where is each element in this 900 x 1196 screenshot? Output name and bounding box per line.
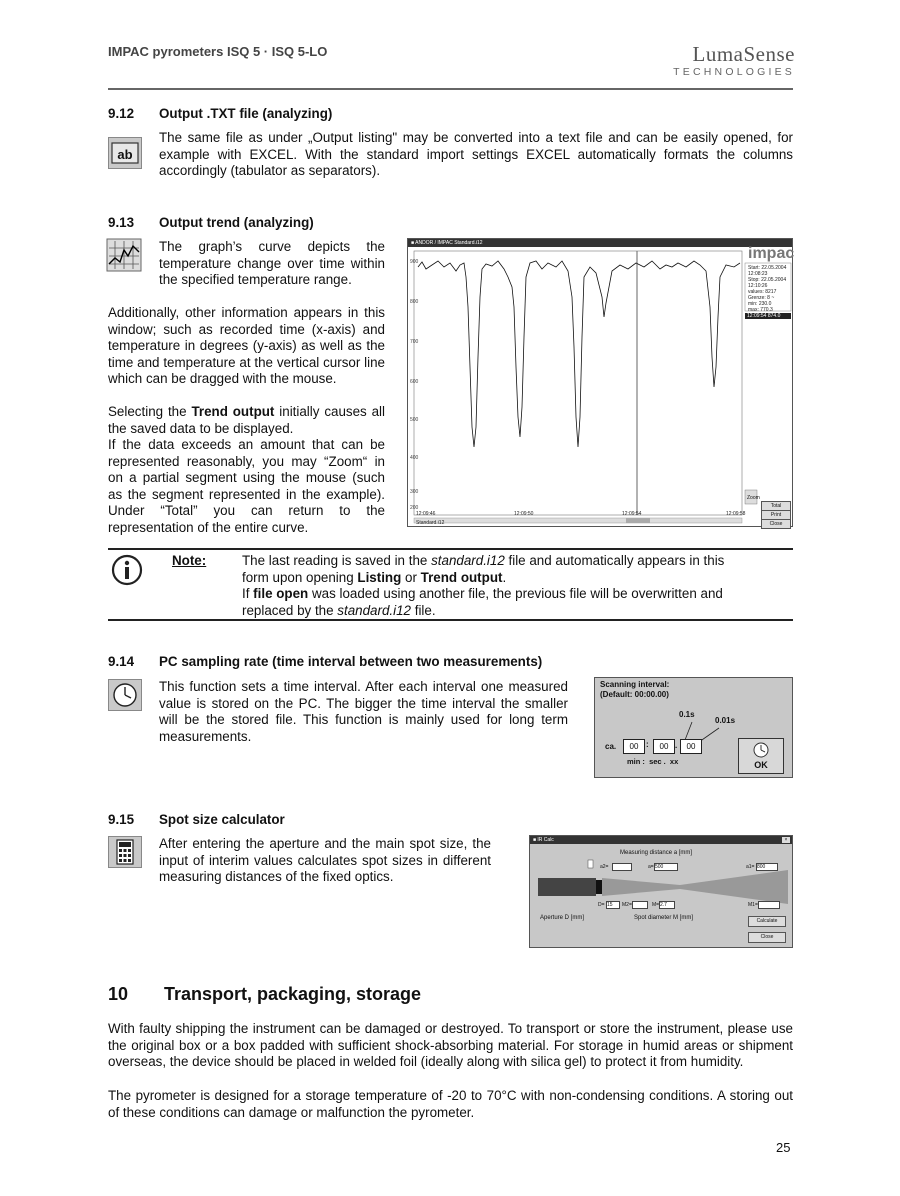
label-01s: 0.1s	[679, 710, 695, 719]
text-run-bold: Trend output	[420, 569, 503, 585]
text-run-italic: standard.i12	[431, 553, 505, 568]
section-number: 9.13	[108, 215, 135, 230]
a-input[interactable]: 500	[654, 863, 678, 871]
section-paragraph: If the data exceeds an amount that can be represented reasonably, you may “Zoom“ in on a partial segment using the mouse (such as the segment represented in the example). Under “Total” you can return to the representation of the entire curve.	[108, 437, 385, 535]
document-header-title: IMPAC pyrometers ISQ 5 · ISQ 5-LO	[108, 44, 328, 59]
a2-label: a2=	[600, 864, 609, 870]
separator: .	[675, 741, 678, 750]
text-run-bold: Listing	[357, 569, 402, 585]
ir-calc-window	[529, 835, 793, 948]
window-titlebar: ■ ANDOR / IMPAC Standard.i12	[408, 239, 792, 247]
scanning-interval-dialog	[594, 677, 793, 778]
info-value: 230.0	[758, 301, 772, 307]
a1-input[interactable]: 800	[756, 863, 778, 871]
clock-icon	[108, 679, 142, 711]
logo-wordmark: LumaSense	[692, 42, 795, 66]
close-button[interactable]: Close	[748, 932, 786, 943]
y-tick-label: 400	[410, 455, 419, 461]
chapter-number: 10	[108, 984, 129, 1004]
dialog-title: Scanning interval:	[600, 680, 670, 689]
y-tick-label: 500	[410, 417, 419, 423]
trend-plot	[408, 247, 794, 527]
chapter-paragraph: With faulty shipping the instrument can be damaged or destroyed. To transport or store the instrument, please use the original box or a box padded with sufficient shock-absorbing material. For storage in humid areas or shipment overseas, the device should be placed in welded foil (ideally along with silica gel) to protect it from humidity.	[108, 1021, 793, 1070]
info-icon	[110, 553, 144, 587]
text-run-bold: file open	[253, 586, 309, 602]
ca-label: ca.	[605, 742, 617, 751]
y-tick-label: 700	[410, 339, 419, 345]
spot-diameter-label: Spot diameter M [mm]	[634, 915, 694, 921]
text-file-icon	[108, 137, 142, 169]
label-001s: 0.01s	[715, 716, 736, 725]
d-label: D=	[598, 902, 605, 908]
info-label: min:	[748, 301, 758, 307]
info-row	[748, 277, 792, 289]
section-body: After entering the aperture and the main spot size, the input of interim values calculates spot sizes in different measuring distances of the fixed optics.	[159, 836, 491, 885]
m1-input[interactable]	[758, 901, 780, 909]
units-label: min : sec . xx	[627, 757, 679, 766]
seconds-input[interactable]: 00	[653, 739, 675, 754]
icon-text: ab	[117, 147, 133, 162]
section-title: Spot size calculator	[159, 812, 285, 827]
dialog-default: (Default: 00:00.00)	[600, 690, 669, 699]
trend-info-panel	[748, 265, 792, 313]
measuring-distance-label: Measuring distance a [mm]	[620, 850, 693, 856]
m1-label: M1=	[748, 902, 758, 908]
section-intro: The graph’s curve depicts the temperature change over time within the specified temperature range.	[159, 239, 385, 288]
section-body: This function sets a time interval. After each interval one measured value is stored on the PC. The bigger the time interval the smaller will be the stored file. This function is mainly used for long term measurements.	[159, 679, 568, 744]
trend-output-window	[407, 238, 793, 527]
info-row	[748, 265, 792, 277]
text-run: If	[242, 586, 254, 602]
y-tick-label: 900	[410, 259, 419, 265]
file-label: Standard.i12	[416, 520, 445, 526]
minutes-input[interactable]: 00	[623, 739, 645, 754]
note-line	[242, 553, 782, 570]
note-top-rule	[108, 548, 793, 550]
clock-icon	[752, 741, 770, 759]
text-run: was loaded using another file, the previous file will be overwritten and	[308, 586, 723, 602]
header-rule	[108, 88, 793, 90]
close-button[interactable]: Close	[761, 519, 791, 529]
window-titlebar: ■ IR Calc	[530, 836, 792, 844]
info-value: 22.05.2004 12:08:23	[748, 265, 787, 277]
text-run: .	[502, 569, 507, 585]
y-tick-label: 600	[410, 379, 419, 385]
a1-label: a1=	[746, 864, 755, 870]
x-tick-label: 12:09:58	[726, 511, 746, 517]
y-tick-label: 300	[410, 489, 419, 495]
hundredths-input[interactable]: 00	[680, 739, 702, 754]
page-number: 25	[776, 1140, 791, 1155]
info-label: Start:	[748, 265, 760, 271]
x-tick-label: 12:09:50	[514, 511, 534, 517]
section-paragraph	[108, 404, 385, 437]
text-run-italic: standard.i12	[337, 602, 411, 618]
info-value: 8217	[765, 289, 777, 295]
note-body	[242, 553, 782, 619]
text-run: file and automatically appears in this	[504, 553, 725, 568]
separator: :	[646, 740, 649, 749]
window-close-icon[interactable]: ×	[782, 837, 790, 843]
chapter-paragraph: The pyrometer is designed for a storage temperature of -20 to 70°C with non-condensing conditions. A storing out of these conditions can damage or malfunction the pyrometer.	[108, 1088, 793, 1120]
lumasense-logo	[660, 38, 795, 82]
note-label: Note:	[172, 553, 207, 568]
impac-brand: impac	[748, 245, 795, 262]
m-input[interactable]: 2.7	[659, 901, 675, 909]
chapter-title: Transport, packaging, storage	[164, 984, 422, 1004]
info-label: values:	[748, 289, 764, 295]
cursor-readout: 12:09:54 874.0	[747, 313, 781, 319]
note-line	[242, 603, 782, 620]
info-row: Grenze: 8 ~	[748, 295, 775, 301]
print-button[interactable]: Print	[761, 510, 791, 520]
x-tick-label: 12:09:54	[622, 511, 642, 517]
total-button[interactable]: Total	[761, 501, 791, 511]
info-label: Stop:	[748, 277, 760, 283]
note-line	[242, 586, 782, 603]
aperture-label: Aperture D [mm]	[540, 915, 585, 921]
d-input[interactable]: 15	[606, 901, 620, 909]
y-tick-label: 200	[410, 505, 419, 511]
text-run: initially causes all the saved data to be displayed.	[108, 404, 385, 436]
ok-button[interactable]	[738, 738, 784, 774]
info-value: 770.3	[760, 307, 773, 313]
section-number: 9.14	[108, 654, 135, 669]
calculate-button[interactable]: Calculate	[748, 916, 786, 927]
text-run-bold: Trend output	[191, 404, 275, 419]
section-title: Output trend (analyzing)	[159, 215, 314, 230]
m2-input[interactable]	[632, 901, 648, 909]
calculator-icon	[108, 836, 142, 868]
a-label: a=	[648, 864, 654, 870]
text-run: file.	[411, 602, 436, 618]
y-tick-label: 800	[410, 299, 419, 305]
text-run: form upon opening	[242, 569, 358, 585]
info-label: max:	[748, 307, 759, 313]
x-tick-label: 12:09:46	[416, 511, 436, 517]
trend-graph-icon	[106, 238, 142, 272]
ok-label: OK	[754, 760, 768, 770]
section-paragraph: Additionally, other information appears in this window; such as recorded time (x-axis) and temperature in degrees (y-axis) as well as the time and temperature at the vertical cursor line which can be dragged with the mouse.	[108, 305, 385, 387]
text-run: or	[401, 569, 421, 585]
section-title: PC sampling rate (time interval between two measurements)	[159, 654, 543, 669]
logo-subtitle: TECHNOLOGIES	[673, 66, 795, 78]
section-body: The same file as under „Output listing" may be converted into a text file and can be easily opened, for example with EXCEL. With the standard import settings EXCEL automatically formats the columns accordingly (tabulator as separators).	[159, 130, 793, 179]
m2-label: M2=	[622, 902, 632, 908]
section-number: 9.15	[108, 812, 135, 827]
zoom-label: Zoom	[747, 495, 760, 501]
m-label: M=	[652, 902, 660, 908]
text-run: The last reading is saved in the	[242, 553, 432, 568]
note-line	[242, 570, 782, 587]
section-title: Output .TXT file (analyzing)	[159, 106, 333, 121]
info-value: 22.05.2004 12:10:26	[748, 277, 787, 289]
section-number: 9.12	[108, 106, 135, 121]
note-bottom-rule	[108, 619, 793, 621]
text-run: Selecting the	[108, 404, 192, 419]
text-run: replaced by the	[242, 602, 338, 618]
